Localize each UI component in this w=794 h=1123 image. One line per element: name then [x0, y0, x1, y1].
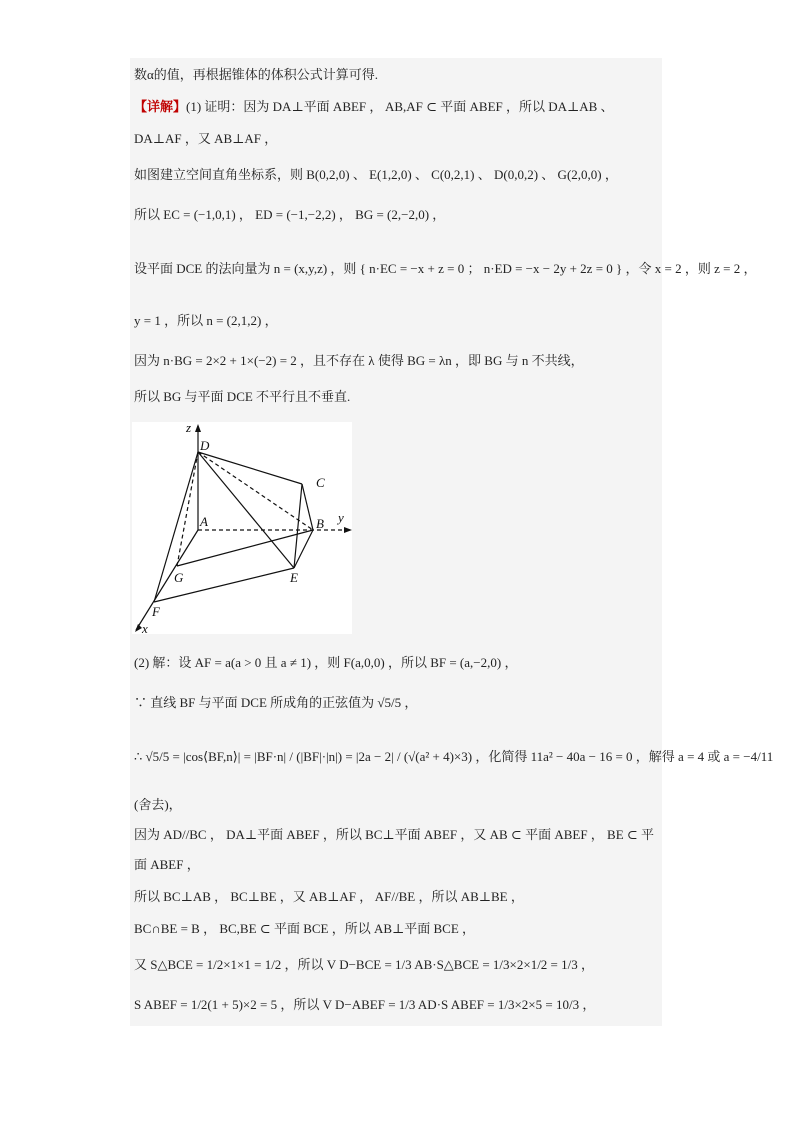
detail-label: 【详解】	[134, 99, 187, 114]
text-line-17: BC∩BE = B ， BC,BE ⊂ 平面 BCE ，所以 AB⊥平面 BCE ，	[134, 921, 476, 936]
z-arrow-icon	[195, 424, 201, 432]
text-line-6: 设平面 DCE 的法向量为 n = (x,y,z) ，则 { n·EC = −x + z = 0 ； n·ED = −x − 2y + 2z = 0 } ，令 x = 2 ，则 z = 2 ，	[134, 261, 757, 276]
label-F: F	[152, 604, 160, 619]
label-D: D	[200, 438, 210, 453]
edge-GB	[177, 530, 313, 566]
text-line-2	[134, 98, 658, 116]
text-line-12: ∴ √5/5 = |cos⟨BF,n⟩| = |BF·n| / (|BF|·|n|) = |2a − 2| / (√(a² + 4)×3) ，化简得 11a² − 40a − 16 = 0 ，解得 a = 4 或 a = −4/11	[134, 749, 774, 764]
label-A: A	[200, 514, 208, 529]
text-line-9: 所以 BG 与平面 DCE 不平行且不垂直.	[134, 389, 351, 404]
geometry-figure	[132, 422, 352, 634]
label-B: B	[316, 516, 324, 531]
text-line-3: DA⊥AF ，又 AB⊥AF ，	[134, 131, 278, 146]
text-line-11: ∵ 直线 BF 与平面 DCE 所成角的正弦值为 √5/5 ，	[134, 695, 418, 710]
label-y: y	[338, 510, 344, 525]
x-axis	[136, 530, 198, 630]
label-z: z	[186, 422, 192, 435]
text-line-13: (舍去)，	[134, 797, 182, 812]
text-line-4: 如图建立空间直角坐标系，则 B(0,2,0) 、 E(1,2,0) 、 C(0,2,1) 、 D(0,0,2) 、 G(2,0,0) ，	[134, 167, 618, 182]
label-G: G	[174, 570, 184, 585]
text-line-15: 面 ABEF ，	[134, 857, 200, 872]
label-x: x	[142, 621, 148, 634]
text-line-14: 因为 AD//BC ， DA⊥平面 ABEF ，所以 BC⊥平面 ABEF ，又 AB ⊂ 平面 ABEF ， BE ⊂ 平	[134, 827, 655, 842]
label-E: E	[290, 570, 298, 585]
edge-DC	[198, 452, 302, 484]
x-arrow-icon	[135, 624, 142, 632]
solution-content	[130, 58, 774, 1026]
text-line-1: 数α的值，再根据锥体的体积公式计算可得.	[134, 67, 379, 82]
text-line-16: 所以 BC⊥AB ， BC⊥BE ，又 AB⊥AF ， AF//BE ，所以 AB⊥BE ，	[134, 889, 524, 904]
text-line-19: S ABEF = 1/2(1 + 5)×2 = 5 ，所以 V D−ABEF = 1/3 AD·S ABEF = 1/3×2×5 = 10/3 ，	[134, 997, 596, 1012]
edge-DB	[198, 452, 313, 530]
text-line-5: 所以 EC = (−1,0,1) ， ED = (−1,−2,2) ， BG = (2,−2,0) ，	[134, 207, 446, 222]
text-line-10: (2) 解：设 AF = a(a > 0 且 a ≠ 1) ，则 F(a,0,0) ，所以 BF = (a,−2,0) ，	[134, 655, 518, 670]
text-line-2-body: (1) 证明：因为 DA⊥平面 ABEF ， AB,AF ⊂ 平面 ABEF ，所以 DA⊥AB 、	[186, 99, 614, 114]
y-arrow-icon	[344, 527, 352, 533]
edge-DE	[198, 452, 294, 568]
text-line-8: 因为 n·BG = 2×2 + 1×(−2) = 2 ，且不存在 λ 使得 BG = λn ，即 BG 与 n 不共线，	[134, 353, 584, 368]
text-line-7: y = 1 ，所以 n = (2,1,2) ，	[134, 313, 278, 328]
edge-DG	[177, 452, 198, 566]
text-line-18: 又 S△BCE = 1/2×1×1 = 1/2 ，所以 V D−BCE = 1/3 AB·S△BCE = 1/3×2×1/2 = 1/3 ，	[134, 957, 595, 972]
label-C: C	[316, 475, 325, 490]
pyramid-diagram	[132, 422, 352, 634]
